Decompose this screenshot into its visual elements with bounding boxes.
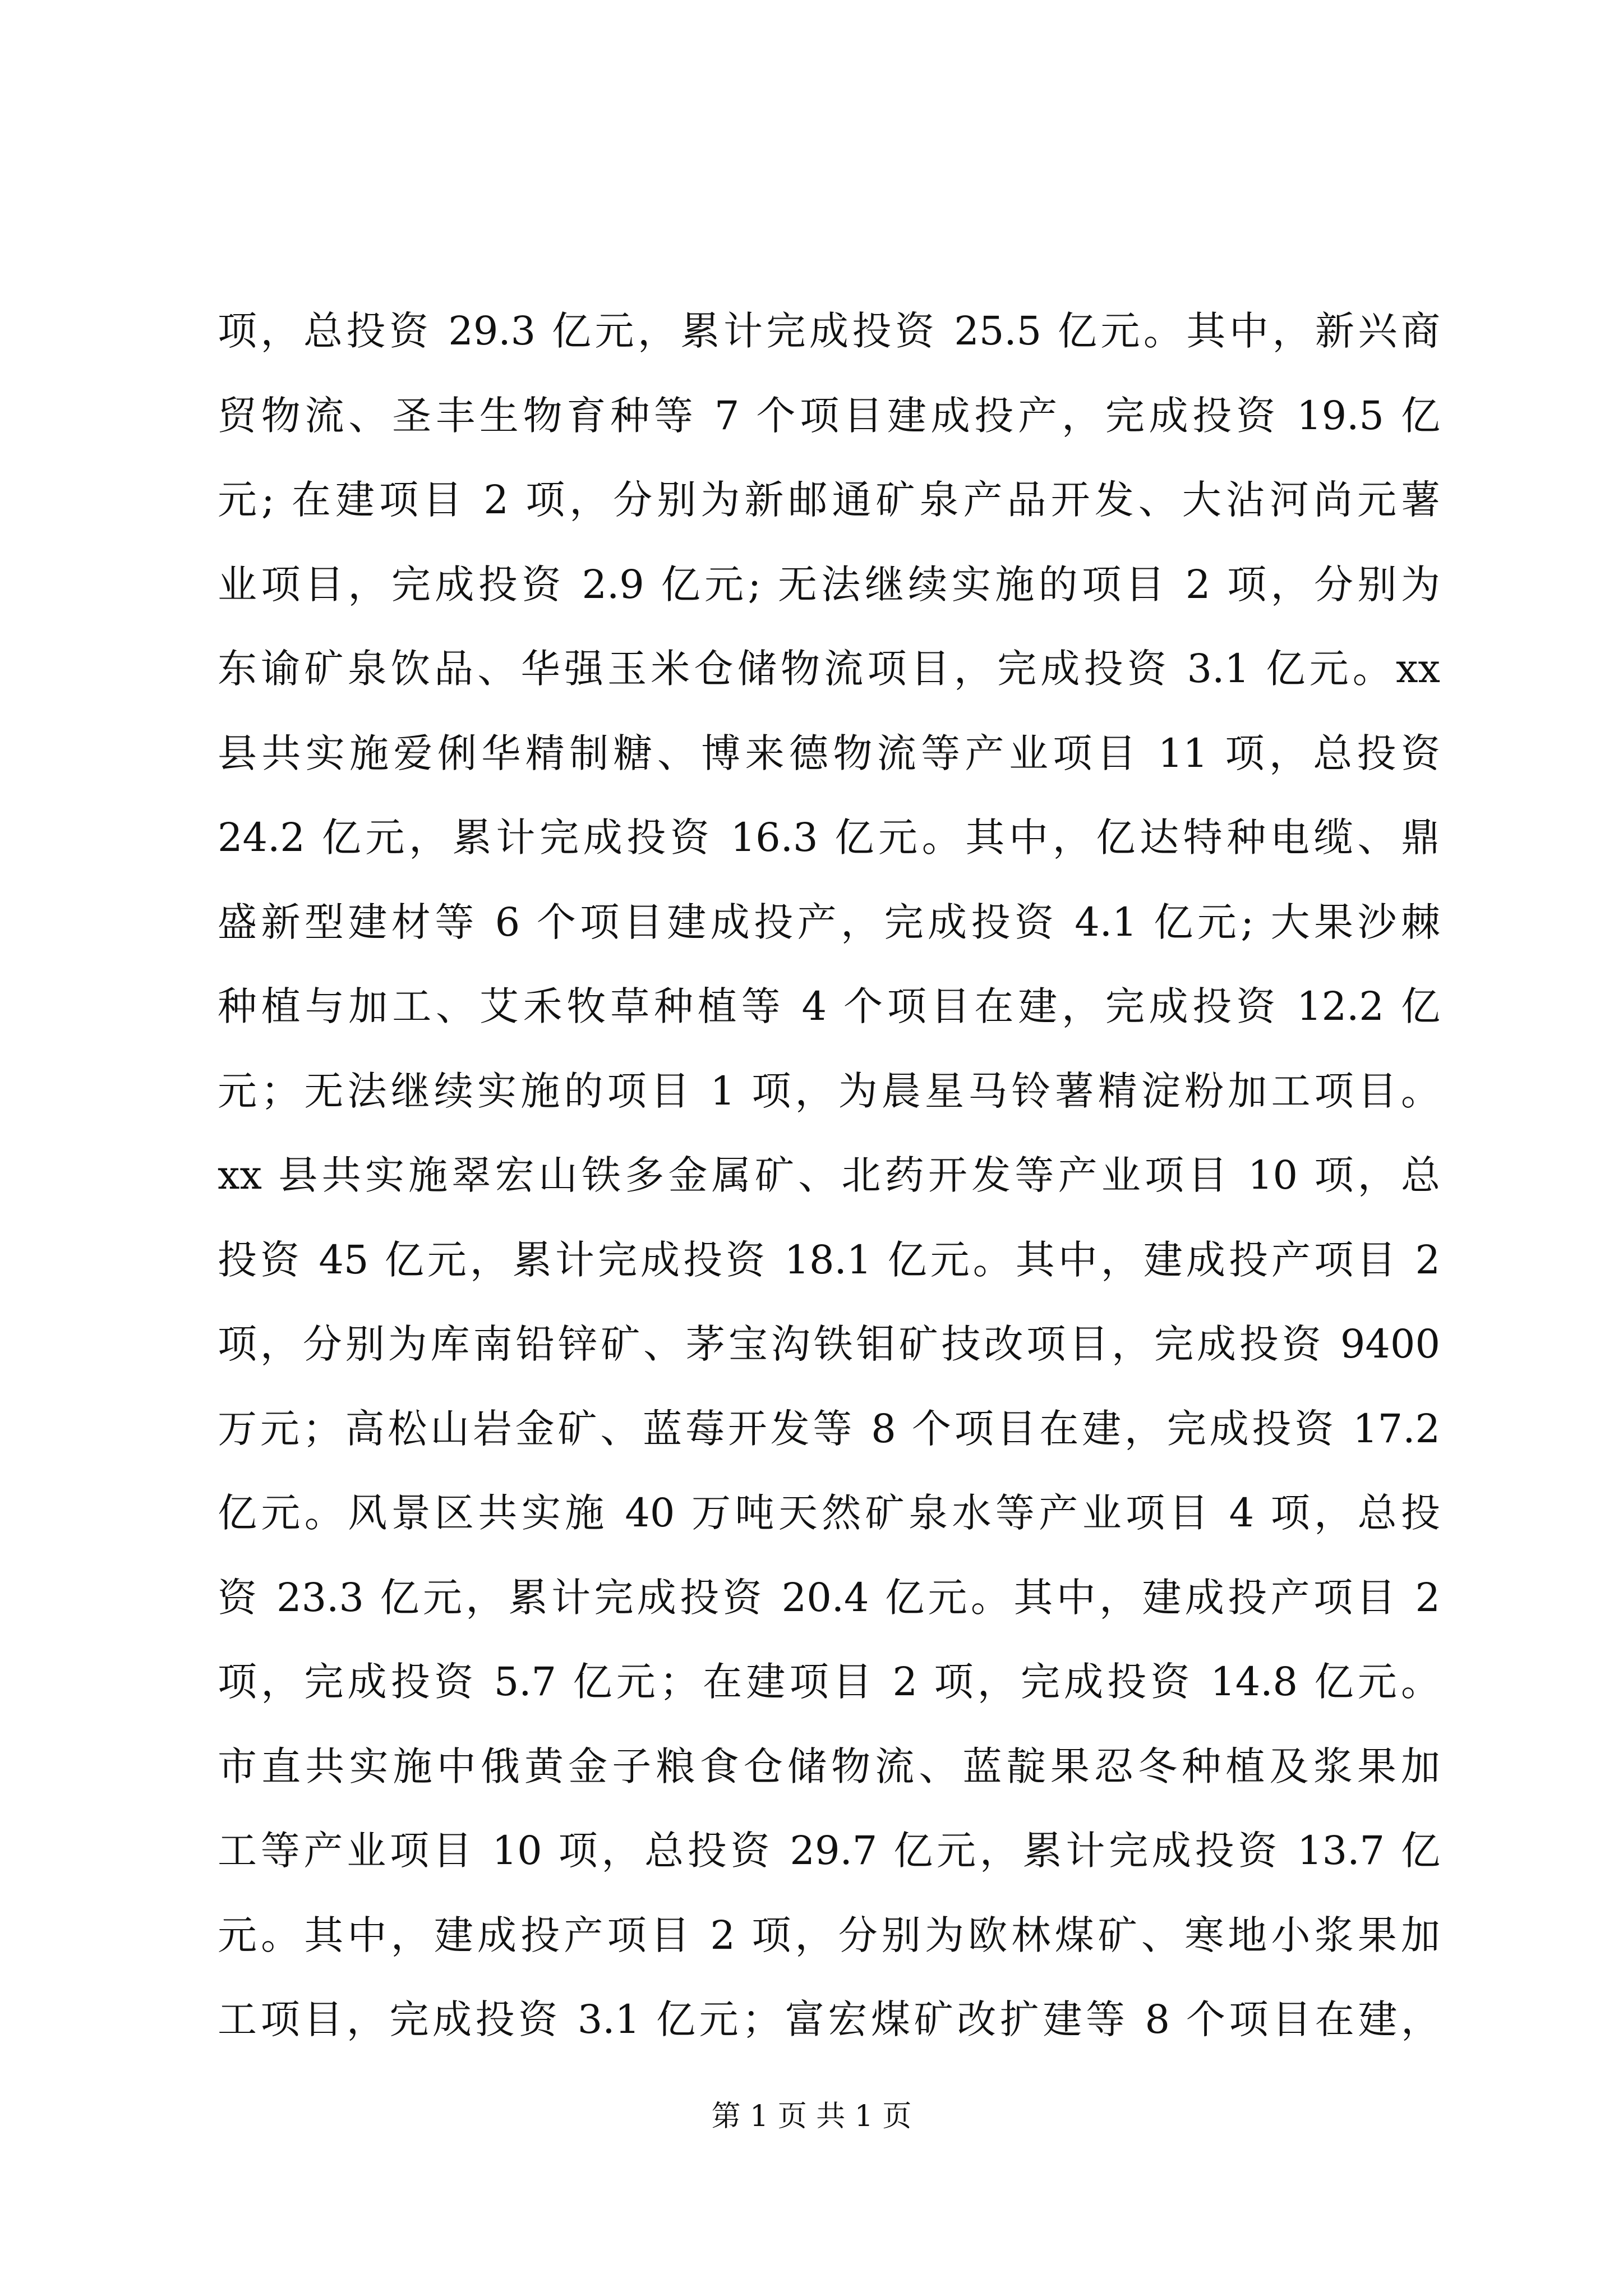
text-line: 投资 45 亿元，累计完成投资 18.1 亿元。其中，建成投产项目 2 — [218, 1236, 1440, 1283]
page-number-label: 第 1 页 共 1 页 — [711, 2100, 912, 2133]
body-paragraph — [218, 289, 1440, 2062]
text-line: 市直共实施中俄黄金子粮食仓储物流、蓝靛果忍冬种植及浆果加 — [218, 1743, 1440, 1789]
text-line: 东谕矿泉饮品、华强玉米仓储物流项目，完成投资 3.1 亿元。xx — [218, 646, 1440, 692]
text-line: 工项目，完成投资 3.1 亿元；富宏煤矿改扩建等 8 个项目在建， — [218, 1996, 1440, 2042]
text-line: 24.2 亿元，累计完成投资 16.3 亿元。其中，亿达特种电缆、鼎 — [218, 815, 1440, 861]
page-footer — [0, 2097, 1623, 2136]
text-line: 种植与加工、艾禾牧草种植等 4 个项目在建，完成投资 12.2 亿 — [218, 983, 1440, 1029]
text-line: 元；无法继续实施的项目 1 项，为晨星马铃薯精淀粉加工项目。 — [218, 1068, 1440, 1114]
text-line: 项，完成投资 5.7 亿元；在建项目 2 项，完成投资 14.8 亿元。 — [218, 1659, 1440, 1705]
text-line: 亿元。风景区共实施 40 万吨天然矿泉水等产业项目 4 项，总投 — [218, 1490, 1440, 1536]
text-line: 万元；高松山岩金矿、蓝莓开发等 8 个项目在建，完成投资 17.2 — [218, 1405, 1440, 1452]
text-line: 贸物流、圣丰生物育种等 7 个项目建成投产，完成投资 19.5 亿 — [218, 392, 1440, 439]
text-line: 资 23.3 亿元，累计完成投资 20.4 亿元。其中，建成投产项目 2 — [218, 1574, 1440, 1621]
text-line: xx 县共实施翠宏山铁多金属矿、北药开发等产业项目 10 项，总 — [218, 1152, 1440, 1198]
text-line: 项，总投资 29.3 亿元，累计完成投资 25.5 亿元。其中，新兴商 — [218, 308, 1440, 354]
text-line: 县共实施爱俐华精制糖、博来德物流等产业项目 11 项，总投资 — [218, 730, 1440, 776]
text-line: 项，分别为库南铅锌矿、茅宝沟铁钼矿技改项目，完成投资 9400 — [218, 1321, 1440, 1367]
text-line: 元; 在建项目 2 项，分别为新邮通矿泉产品开发、大沾河尚元薯 — [218, 477, 1440, 523]
text-line: 工等产业项目 10 项，总投资 29.7 亿元，累计完成投资 13.7 亿 — [218, 1828, 1440, 1874]
text-line: 盛新型建材等 6 个项目建成投产，完成投资 4.1 亿元; 大果沙棘 — [218, 899, 1440, 945]
text-line: 业项目，完成投资 2.9 亿元; 无法继续实施的项目 2 项，分别为 — [218, 561, 1440, 608]
text-line: 元。其中，建成投产项目 2 项，分别为欧林煤矿、寒地小浆果加 — [218, 1912, 1440, 1958]
